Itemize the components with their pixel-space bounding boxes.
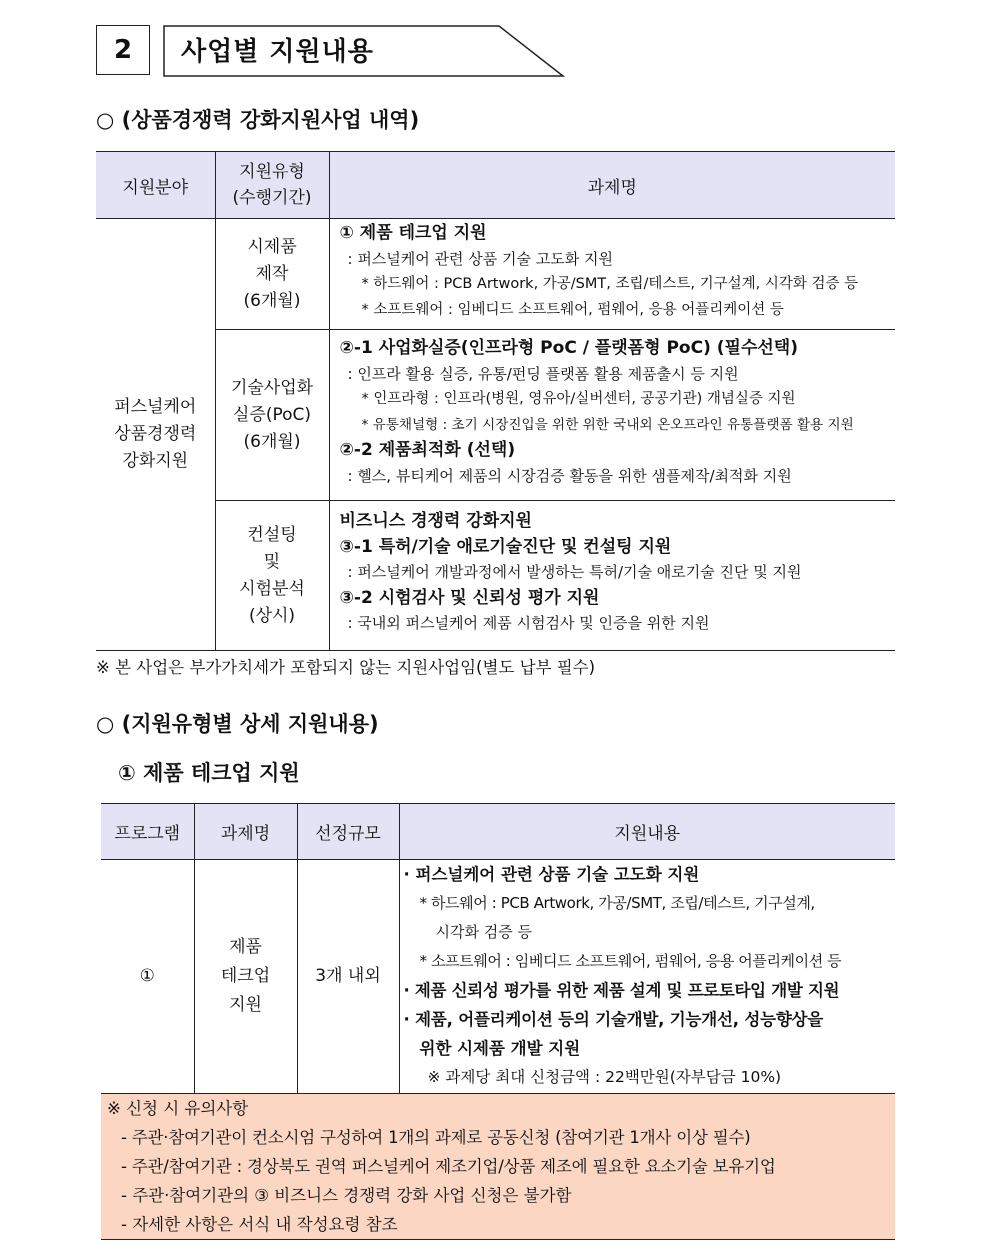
type-cell-consulting: 컨설팅 및 시험분석 (상시) <box>215 501 329 651</box>
vat-footnote: ※ 본 사업은 부가가치세가 포함되지 않는 지원사업임(별도 납부 필수) <box>96 658 596 677</box>
section-number-box <box>96 25 150 75</box>
task-name-cell: 제품 테크업 지원 <box>194 860 297 1094</box>
header-type: 지원유형 (수행기간) <box>215 152 329 219</box>
support-program-table <box>96 151 895 651</box>
header-content: 지원내용 <box>399 804 895 860</box>
section-number: 2 <box>113 35 133 65</box>
header-field: 지원분야 <box>96 152 215 219</box>
page-title: 사업별 지원내용 <box>181 37 374 67</box>
field-cell: 퍼스널케어 상품경쟁력 강화지원 <box>96 219 215 651</box>
type-cell-poc: 기술사업화 실증(PoC) (6개월) <box>215 330 329 501</box>
section2-subheading: ① 제품 테크업 지원 <box>118 761 300 785</box>
note-item: - 주관·참여기관의 ③ 비즈니스 경쟁력 강화 사업 신청은 불가함 <box>121 1186 572 1205</box>
content-cell: · 퍼스널케어 관련 상품 기술 고도화 지원 * 하드웨어 : PCB Artwork, 가공/SMT, 조립/테스트, 기구설계, 시각화 검증 등 * 소프트웨어 : 임베디드 소프트웨어, 펌웨어, 응용 어플리케이션 등 · 제품 신뢰성 평가를 위한 제품 설계 및 프로토타입 개발 지원 · 제품, 어플리케이션 등의 기술개발, 기능개선, 성능향상을 위한 시제품 개발 지원 ※ 과제당 최대 신청금액 : 22백만원(자부담금 10%) <box>399 860 895 1094</box>
section-title-box <box>163 25 565 77</box>
note-item: - 주관/참여기관 : 경상북도 권역 퍼스널케어 제조기업/상품 제조에 필요한 요소기술 보유기업 <box>121 1157 776 1176</box>
application-notes-box <box>101 1094 895 1240</box>
type-cell-prototype: 시제품 제작 (6개월) <box>215 219 329 330</box>
task-cell-prototype: ① 제품 테크업 지원 : 퍼스널케어 관련 상품 기술 고도화 지원 * 하드웨어 : PCB Artwork, 가공/SMT, 조립/테스트, 기구설계, 시각화 검증 등 * 소프트웨어 : 임베디드 소프트웨어, 펌웨어, 응용 어플리케이션 등 <box>329 219 895 330</box>
task-cell-poc: ②-1 사업화실증(인프라형 PoC / 플랫폼형 PoC) (필수선택) : 인프라 활용 실증, 유통/펀딩 플랫폼 활용 제품출시 등 지원 * 인프라형 : 인프라(병원, 영유아/실버센터, 공공기관) 개념실증 지원 * 유통채널형 : 초기 시장진입을 위한 위한 국내외 온오프라인 유통플랫폼 활용 지원 ②-2 제품최적화 (선택) : 헬스, 뷰티케어 제품의 시장검증 활동을 위한 샘플제작/최적화 지원 <box>329 330 895 501</box>
note-item: - 주관·참여기관이 컨소시엄 구성하여 1개의 과제로 공동신청 (참여기관 1개사 이상 필수) <box>121 1128 751 1147</box>
header-task-name: 과제명 <box>194 804 297 860</box>
section1-heading: ○ (상품경쟁력 강화지원사업 내역) <box>96 108 420 132</box>
notes-title: ※ 신청 시 유의사항 <box>107 1099 249 1118</box>
header-program: 프로그램 <box>101 804 194 860</box>
header-task: 과제명 <box>329 152 895 219</box>
scale-cell: 3개 내외 <box>297 860 399 1094</box>
note-item: - 자세한 사항은 서식 내 작성요령 참조 <box>121 1215 398 1234</box>
program-cell: ① <box>101 860 194 1094</box>
header-scale: 선정규모 <box>297 804 399 860</box>
task-cell-consulting: 비즈니스 경쟁력 강화지원 ③-1 특허/기술 애로기술진단 및 컨설팅 지원 : 퍼스널케어 개발과정에서 발생하는 특허/기술 애로기술 진단 및 지원 ③-2 시험검사 및 신뢰성 평가 지원 : 국내외 퍼스널케어 제품 시험검사 및 인증을 위한 지원 <box>329 501 895 651</box>
section2-heading: ○ (지원유형별 상세 지원내용) <box>96 712 379 736</box>
techup-detail-table <box>101 803 895 1240</box>
